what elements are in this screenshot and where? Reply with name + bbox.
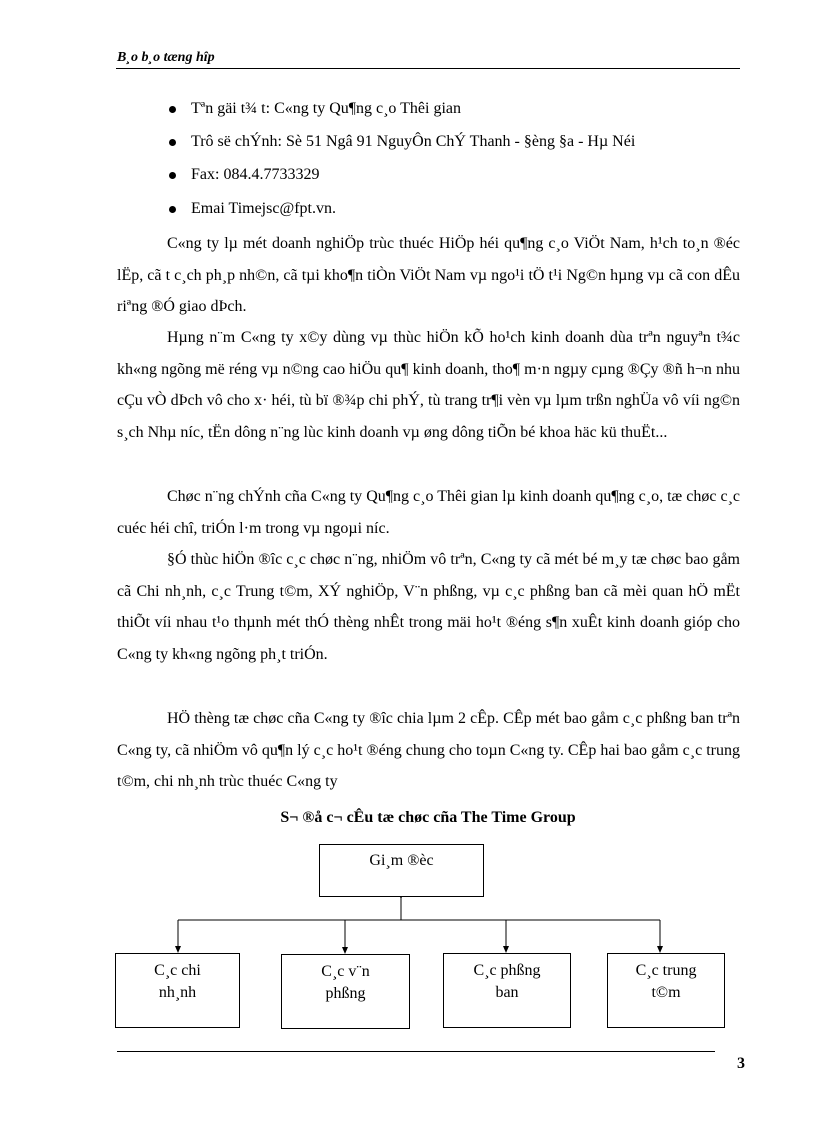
org-box-label: Gi¸m ®èc	[369, 852, 434, 869]
org-chart-title: S¬ ®å c¬ cÊu tæ chøc cña The Time Group	[280, 809, 576, 826]
org-box-label: C¸c trung	[635, 962, 697, 979]
paragraph-main-function: Chøc n¨ng chÝnh cña C«ng ty Qu¶ng c¸o Thêi gian lµ kinh doanh qu¶ng c¸o, tæ chøc c¸c cuéc héi chî, triÓn l·m trong vµ ngoµi níc.	[117, 488, 740, 537]
org-box-label: C¸c chi	[154, 962, 201, 979]
org-box-label: C¸c phßng	[473, 962, 541, 979]
document-header-title: B¸o b¸o tæng hîp	[117, 50, 215, 65]
org-box-centers	[607, 953, 725, 1028]
org-box-offices	[281, 954, 410, 1029]
bullet-text: Fax: 084.4.7733329	[191, 166, 320, 183]
arrow-down-icon	[342, 947, 348, 954]
org-box-label: C¸c v¨n	[321, 963, 370, 980]
org-box-branches	[115, 953, 240, 1028]
paragraph-annual-plan: Hµng n¨m C«ng ty x©y dùng vµ thùc hiÖn kÕ ho¹ch kinh doanh dùa trªn nguyªn t¾c kh«ng ngõng më réng vµ n©ng cao hiÖu qu¶ kinh doanh, tho¶ m·n ngµy cµng ®Çy ®ñ h¬n nhu cÇu vÒ dÞch vô cho x· héi, tù bï ®¾p chi phÝ, tù trang tr¶i vèn vµ lµm trßn nghÜa vô víi ng©n s¸ch Nhµ níc, tËn dông n¨ng lùc kinh doanh vµ øng dông tiÕn bé khoa häc kü thuËt...	[117, 329, 740, 441]
paragraph-organization: §Ó thùc hiÖn ®îc c¸c chøc n¨ng, nhiÖm vô trªn, C«ng ty cã mét bé m¸y tæ chøc bao gåm cã Chi nh¸nh, c¸c Trung t©m, XÝ nghiÖp, V¨n phßng, vµ c¸c phßng ban cã mèi quan hÖ mËt thiÕt víi nhau t¹o thµnh mét thÓ thèng nhÊt trong mäi ho¹t ®éng s¶n xuÊt kinh doanh gióp cho C«ng ty kh«ng ngõng ph¸t triÓn.	[117, 551, 740, 663]
bullet-text: Emai Timejsc@fpt.vn.	[191, 200, 336, 217]
org-box-label: ban	[495, 984, 519, 1001]
bullet-text: Tªn gäi t¾ t: C«ng ty Qu¶ng c¸o Thêi gian	[191, 100, 461, 117]
org-box-director	[319, 844, 484, 897]
org-box-label: nh¸nh	[158, 984, 197, 1001]
arrow-down-icon	[503, 946, 509, 953]
footer-divider	[117, 1051, 715, 1052]
bullet-text: Trô së chÝnh: Sè 51 Ngâ 91 NguyÔn ChÝ Thanh - §èng §a - Hµ Néi	[191, 133, 636, 150]
arrow-down-icon	[175, 946, 181, 953]
paragraph-hierarchy: HÖ thèng tæ chøc cña C«ng ty ®îc chia lµm 2 cÊp. CÊp mét bao gåm c¸c phßng ban trªn C«ng ty, cã nhiÖm vô qu¶n lý c¸c ho¹t ®éng chung cho toµn C«ng ty. CÊp hai bao gåm c¸c trung t©m, chi nh¸nh trùc thuéc C«ng ty	[117, 710, 740, 790]
paragraph-company-intro: C«ng ty lµ mét doanh nghiÖp trùc thuéc HiÖp héi qu¶ng c¸o ViÖt Nam, h¹ch to¸n ®éc lËp, cã t c¸ch ph¸p nh©n, cã tµi kho¶n tiÒn ViÖt Nam vµ ngo¹i tÖ t¹i Ng©n hµng vµ cã con dÊu riªng ®Ó giao dÞch.	[117, 235, 740, 315]
org-box-departments	[443, 953, 571, 1028]
arrow-down-icon	[657, 946, 663, 953]
org-box-label: t©m	[651, 984, 681, 1001]
page-number: 3	[737, 1055, 745, 1072]
org-box-label: phßng	[325, 985, 366, 1002]
